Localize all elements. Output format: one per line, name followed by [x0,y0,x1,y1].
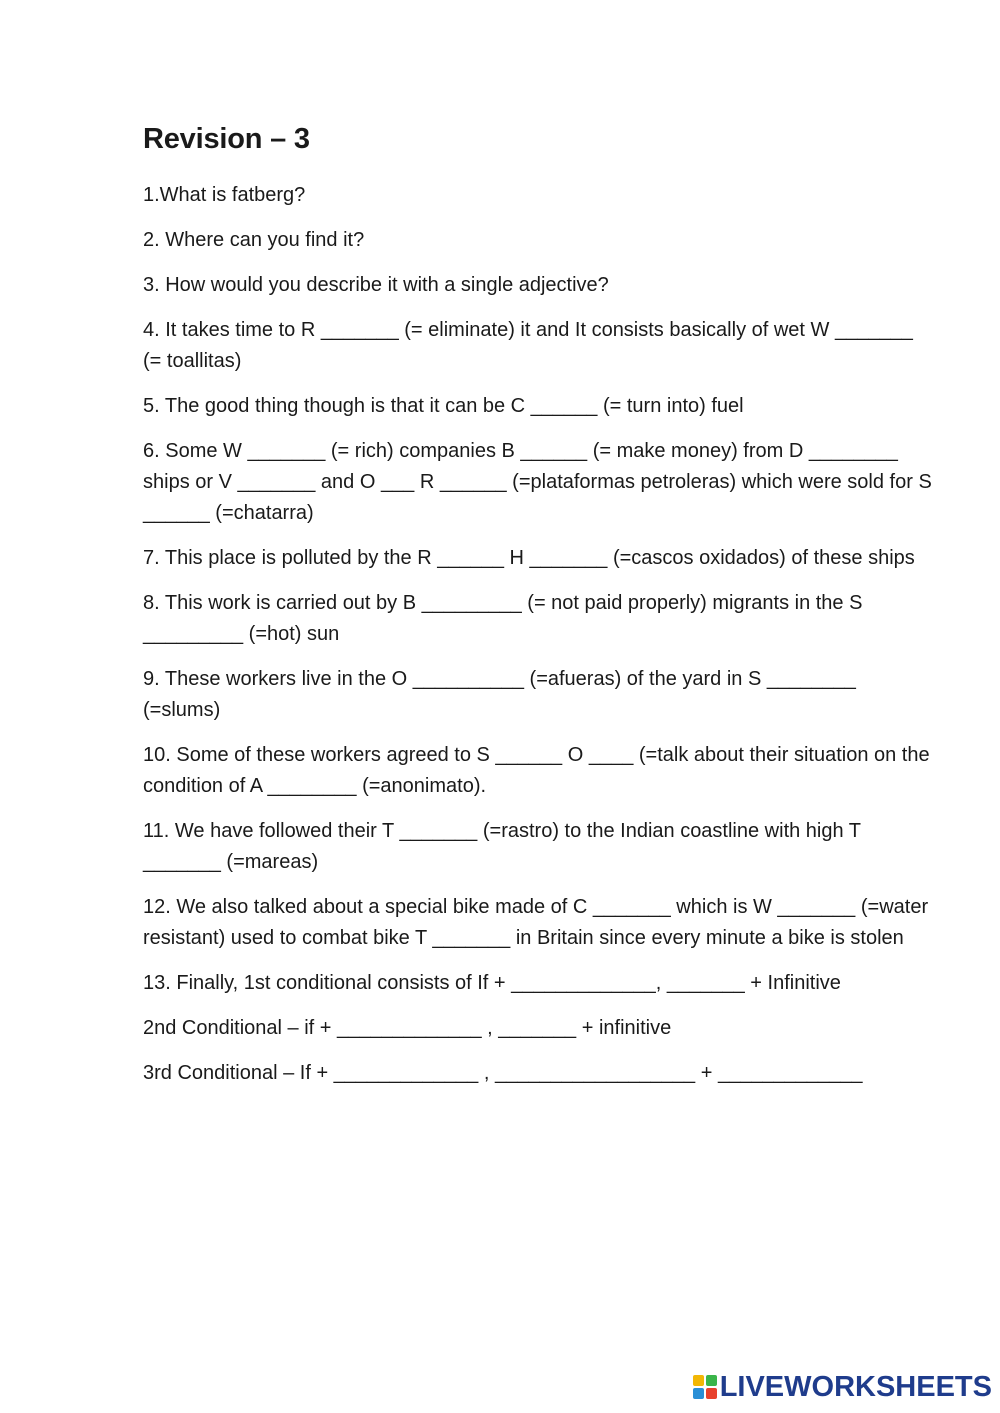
question-6: 6. Some W _______ (= rich) companies B ______ (= make money) from D ________ ships or V _______ and O ___ R ______ (=plataformas petroleras) which were sold for S ______ (=chatarra) [143,440,938,524]
question-8: 8. This work is carried out by B _________ (= not paid properly) migrants in the S _________ (=hot) sun [143,592,869,645]
question-12: 12. We also talked about a special bike made of C _______ which is W _______ (=water resistant) used to combat bike T _______ in Britain since every minute a bike is stolen [143,896,934,949]
logo-square-red [706,1388,717,1399]
second-conditional-line: 2nd Conditional – if + _____________ , _______ + infinitive [143,1017,672,1039]
question-5: 5. The good thing though is that it can be C ______ (= turn into) fuel [143,395,744,417]
page-title: Revision – 3 [143,123,310,155]
logo-square-blue [693,1388,704,1399]
worksheet-page [143,118,938,1103]
logo-mark-icon [693,1375,717,1399]
question-10: 10. Some of these workers agreed to S ______ O ____ (=talk about their situation on the condition of A ________ (=anonimato). [143,744,936,797]
logo-square-yellow [693,1375,704,1386]
question-2: 2. Where can you find it? [143,229,365,251]
question-1: 1.What is fatberg? [143,184,306,206]
logo-square-green [706,1375,717,1386]
logo-text: LIVEWORKSHEETS [719,1370,992,1403]
question-11: 11. We have followed their T _______ (=rastro) to the Indian coastline with high T _______ (=mareas) [143,820,867,873]
liveworksheets-logo [693,1367,992,1407]
question-9: 9. These workers live in the O __________ (=afueras) of the yard in S ________ (=slums) [143,668,862,721]
question-4: 4. It takes time to R _______ (= eliminate) it and It consists basically of wet W _______ (= toallitas) [143,319,919,372]
question-13: 13. Finally, 1st conditional consists of If + _____________, _______ + Infinitive [143,972,841,994]
question-7: 7. This place is polluted by the R ______ H _______ (=cascos oxidados) of these ships [143,547,915,569]
third-conditional-line: 3rd Conditional – If + _____________ , __________________ + _____________ [143,1062,863,1084]
question-3: 3. How would you describe it with a single adjective? [143,274,609,296]
